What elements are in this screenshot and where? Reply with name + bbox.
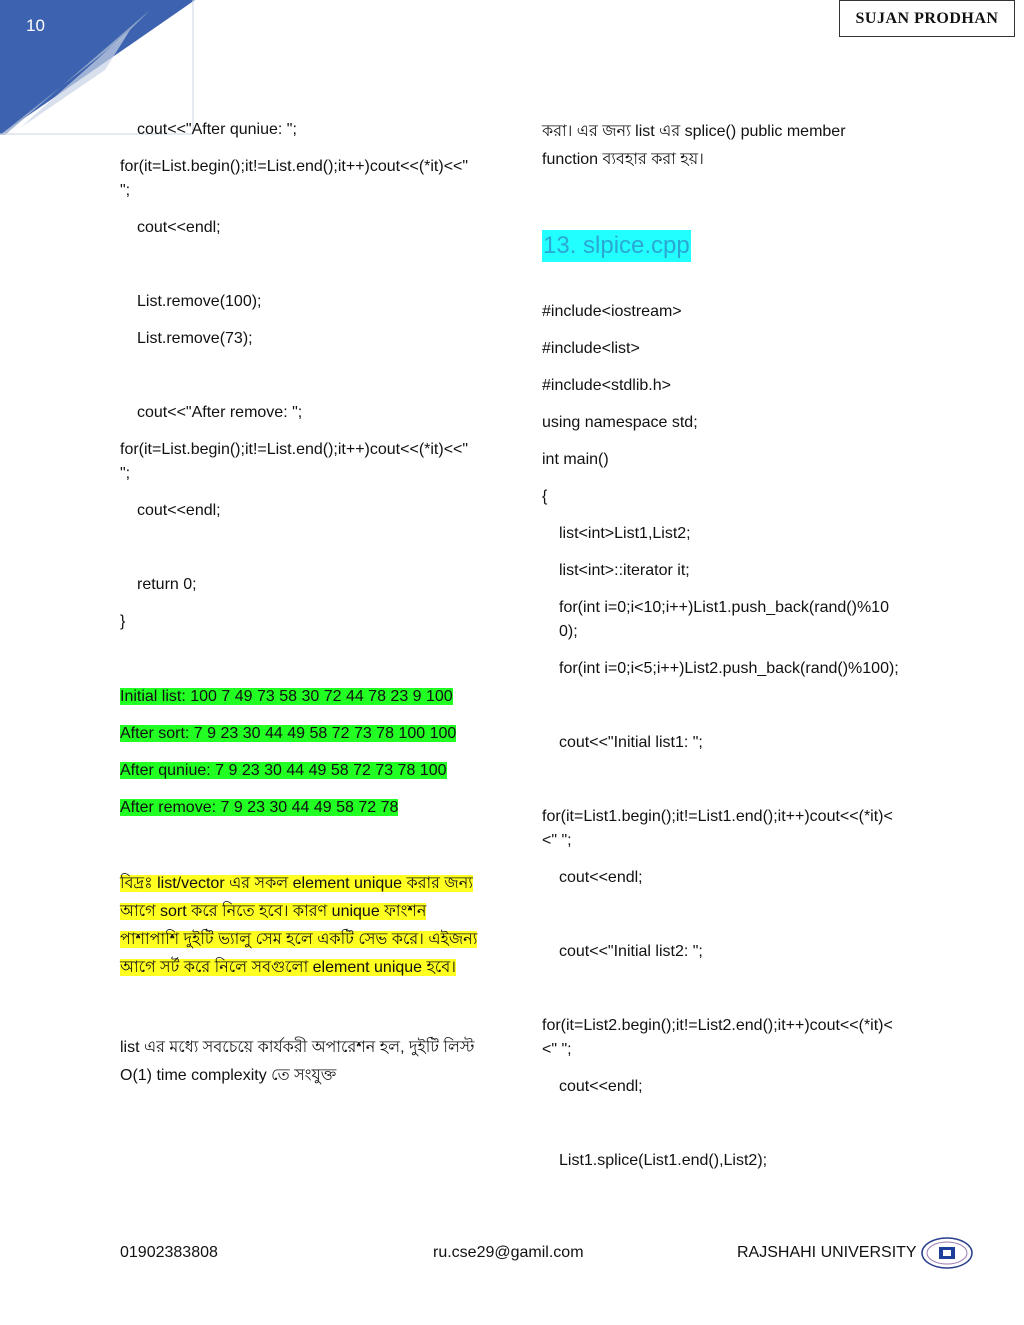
output-text: After sort: 7 9 23 30 44 49 58 72 73 78 100 100 [120,725,457,742]
code-line: cout<<endl; [137,502,221,519]
footer-phone: 01902383808 [120,1244,218,1261]
right-column [542,118,904,1173]
code-line: for(it=List.begin();it!=List.end();it++)cout<<(*it)<<" "; [120,441,473,482]
code-line: for(it=List1.begin();it!=List1.end();it++)cout<<(*it)<<" "; [542,808,893,849]
body-paragraph: list এর মধ্যে সবচেয়ে কার্যকরী অপারেশন হল, দুইটি লিস্ট O(1) time complexity তে সংযুক্ত [120,1039,475,1084]
output-text: After remove: 7 9 23 30 44 49 58 72 78 [120,799,399,816]
code-line: { [542,488,548,505]
output-line [120,684,482,710]
page-number: 10 [26,16,45,35]
code-line: using namespace std; [542,414,698,431]
output-line [120,721,482,747]
section-heading: 13. slpice.cpp [542,230,691,262]
code-line: List.remove(100); [137,293,262,310]
footer-university: RAJSHAHI UNIVERSITY [737,1244,917,1261]
output-line [120,795,482,821]
code-line: cout<<"Initial list2: "; [559,943,703,960]
code-line: int main() [542,451,609,468]
output-text: After quniue: 7 9 23 30 44 49 58 72 73 78 100 [120,762,447,779]
footer-email: ru.cse29@gamil.com [433,1244,584,1261]
output-line [120,758,482,784]
code-line: } [120,613,126,630]
output-text: Initial list: 100 7 49 73 58 30 72 44 78 23 9 100 [120,688,453,705]
code-line: List1.splice(List1.end(),List2); [559,1152,768,1169]
body-paragraph: করা। এর জন্য list এর splice() public member function ব্যবহার করা হয়। [542,123,846,168]
university-logo-icon [920,1236,974,1270]
code-line: cout<<endl; [559,1078,643,1095]
code-line: cout<<endl; [137,219,221,236]
code-line: for(int i=0;i<5;i++)List2.push_back(rand()%100); [559,660,899,677]
code-line: cout<<"After remove: "; [137,404,303,421]
code-line: #include<stdlib.h> [542,377,671,394]
left-column [120,118,482,1090]
code-line: for(int i=0;i<10;i++)List1.push_back(rand()%100); [559,599,889,640]
code-line: cout<<"Initial list1: "; [559,734,703,751]
code-line: cout<<endl; [559,869,643,886]
code-line: cout<<"After quniue: "; [137,121,297,138]
code-line: List.remove(73); [137,330,253,347]
code-line: #include<iostream> [542,303,682,320]
code-line: #include<list> [542,340,640,357]
code-line: for(it=List.begin();it!=List.end();it++)cout<<(*it)<<" "; [120,158,473,199]
code-line: for(it=List2.begin();it!=List2.end();it++)cout<<(*it)<<" "; [542,1017,893,1058]
author-name: SUJAN PRODHAN [839,0,1015,37]
note-block [120,870,482,982]
code-line: list<int>::iterator it; [559,562,690,579]
code-line: return 0; [137,576,197,593]
code-line: list<int>List1,List2; [559,525,691,542]
note-text: বিদ্রঃ list/vector এর সকল element unique করার জন্য আগে sort করে নিতে হবে। কারণ unique ফাংশন পাশাপাশি দুইটি ভ্যালু সেম হলে একটি সেভ করে। এইজন্য আগে সর্ট করে নিলে সবগুলো element unique হবে। [120,875,478,976]
